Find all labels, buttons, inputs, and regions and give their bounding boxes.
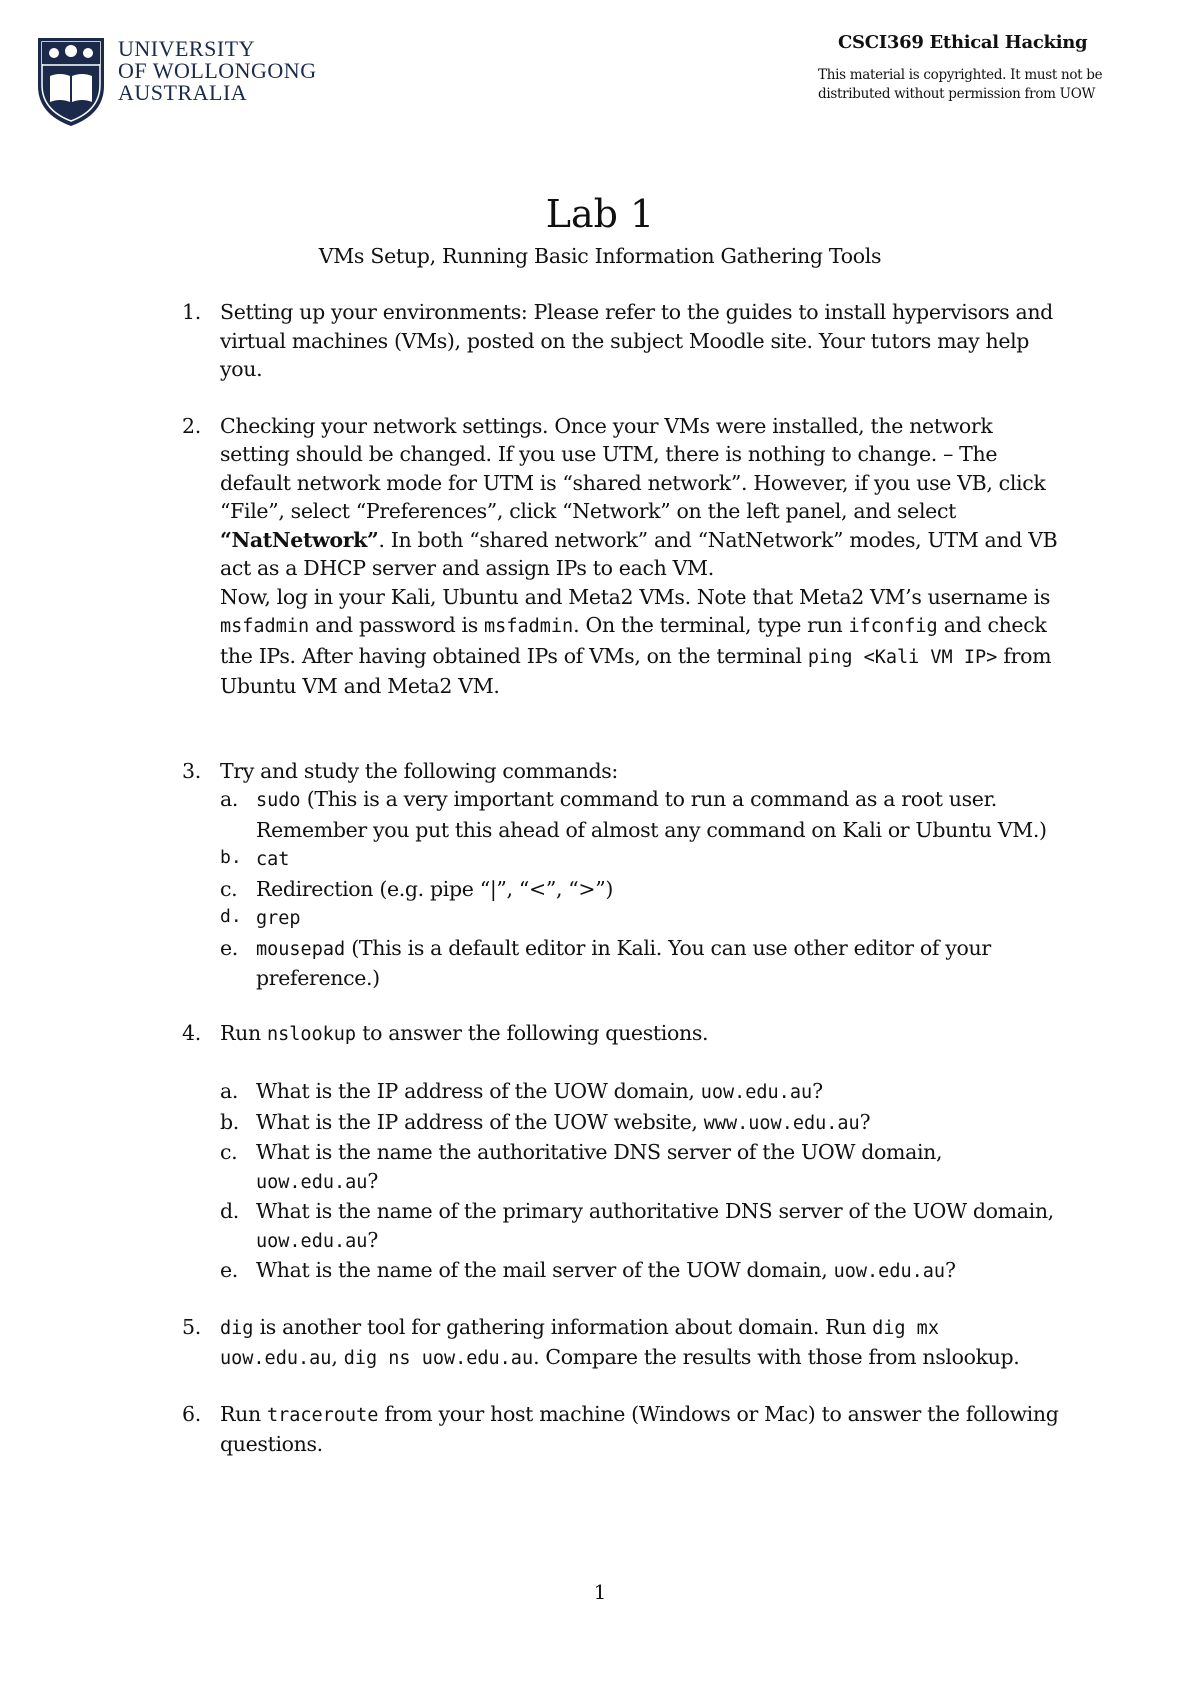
sub-letter: c.: [220, 1140, 238, 1164]
text-span: from your host machine (Windows or Mac) to answer the following questions.: [220, 1401, 1059, 1456]
code-ping: ping <Kali VM IP>: [807, 646, 998, 668]
university-line-2: OF WOLLONGONG: [118, 58, 317, 83]
item-number: 4.: [182, 1020, 201, 1045]
sub-item-4b: [182, 1108, 1062, 1139]
sub-text: [256, 785, 1062, 844]
sub-letter: e.: [220, 935, 238, 960]
code-sudo: sudo: [256, 790, 301, 811]
text-span: ?: [859, 1109, 871, 1134]
code-nslookup: nslookup: [266, 1023, 357, 1045]
sub-letter: d.: [220, 906, 242, 927]
sub-text: [256, 903, 1062, 934]
text-span: . On the terminal, type run: [573, 613, 849, 637]
sub-letter: d.: [220, 1199, 239, 1223]
page-subtitle: VMs Setup, Running Basic Information Gathering Tools: [318, 244, 882, 268]
sub-item-4d: [182, 1197, 1062, 1256]
sub-item-3b: [182, 844, 1062, 875]
item-body: [220, 1019, 1062, 1050]
item-number: 6.: [182, 1401, 201, 1426]
code-traceroute: traceroute: [266, 1404, 379, 1426]
text-span: and check the IPs. After having obtained IPs of VMs, on the terminal: [220, 613, 1047, 668]
item-body: [220, 1313, 1062, 1374]
copyright-line-1: This material is copyrighted. It must not be: [818, 67, 1103, 83]
sub-letter: e.: [220, 1258, 238, 1282]
list-item-4: [182, 1019, 1062, 1050]
code-dig-mx: dig mx uow.edu.au: [220, 1317, 939, 1369]
item-number: 2.: [182, 413, 201, 438]
code-password: msfadmin: [484, 616, 574, 637]
page-title: Lab 1: [545, 192, 655, 236]
code-dig: dig: [220, 1317, 254, 1339]
code-domain: uow.edu.au: [256, 1171, 368, 1193]
item-text: Setting up your environments: Please refer to the guides to install hypervisors and virtual machines (VMs), posted on the subject Moodle site. Your tutors may help you.: [220, 300, 1053, 381]
code-ifconfig: ifconfig: [848, 616, 938, 637]
text-span: Run: [220, 1020, 267, 1045]
sub-item-3c: [182, 875, 1062, 904]
sub-text: [256, 1077, 1062, 1108]
text-span: What is the name the authoritative DNS server of the UOW domain,: [256, 1140, 943, 1164]
list-item-3: [182, 757, 1062, 786]
lab-content: [182, 298, 1062, 1459]
text-span: . Compare the results with those from nslookup.: [533, 1345, 1020, 1369]
code-mousepad: mousepad: [256, 938, 346, 960]
text-span: is another tool for gathering information about domain. Run: [253, 1314, 873, 1339]
code-dig-ns: dig ns uow.edu.au: [343, 1348, 534, 1369]
bold-text: “NatNetwork”: [220, 527, 379, 552]
list-item-2: [182, 412, 1062, 701]
university-line-3: AUSTRALIA: [118, 80, 248, 105]
text-span: and password is: [309, 613, 485, 637]
sub-item-3d: [182, 903, 1062, 934]
sub-letter: a.: [220, 787, 239, 811]
list-item-5: [182, 1313, 1062, 1374]
university-name: [118, 38, 317, 104]
copyright-line-2: distributed without permission from UOW: [818, 86, 1096, 102]
code-domain: uow.edu.au: [700, 1082, 813, 1103]
sub-text: [256, 1256, 1062, 1287]
sub-text: [256, 934, 1062, 993]
text-span: Checking your network settings. Once your VMs were installed, the network setting should be changed. If you use UTM, there is nothing to change. – The default network mode for UTM is “shared network”. However, if you use VB, click “File”, select “Preferences”, click “Network” on the left panel, and select: [220, 413, 1046, 523]
university-logo: [34, 34, 317, 128]
university-crest-icon: [34, 34, 108, 128]
text-span: (This is a default editor in Kali. You can use other editor of your preference.): [256, 935, 991, 990]
item-body: [220, 1400, 1062, 1459]
text-span: to answer the following questions.: [356, 1020, 709, 1045]
text-span: . In both “shared network” and “NatNetwork” modes, UTM and VB act as a DHCP server and assign IPs to each VM.: [220, 527, 1058, 580]
sub-item-4e: [182, 1256, 1062, 1287]
item-number: 1.: [182, 300, 201, 324]
university-line-1: UNIVERSITY: [118, 36, 255, 61]
sub-item-3e: [182, 934, 1062, 993]
item-number: 5.: [182, 1314, 201, 1339]
sub-letter: c.: [220, 876, 238, 901]
item-text: Try and study the following commands:: [220, 758, 618, 783]
sub-letter: b.: [220, 1109, 239, 1134]
sub-letter: a.: [220, 1079, 239, 1103]
paragraph-login: [220, 583, 1062, 701]
text-span: ,: [331, 1345, 344, 1369]
sub-text: Redirection (e.g. pipe “|”, “<”, “>”): [256, 876, 614, 901]
code-cat: cat: [256, 849, 290, 870]
sub-text: [256, 1197, 1062, 1256]
text-span: What is the name of the mail server of the UOW domain,: [256, 1258, 834, 1282]
code-username: msfadmin: [220, 616, 310, 637]
text-span: ?: [812, 1079, 823, 1103]
sub-text: [256, 844, 1062, 875]
code-domain: www.uow.edu.au: [703, 1112, 860, 1134]
text-span: Run: [220, 1401, 267, 1426]
list-item-6: [182, 1400, 1062, 1459]
text-span: What is the IP address of the UOW website,: [256, 1109, 704, 1134]
code-grep: grep: [256, 908, 301, 929]
item-number: 3.: [182, 758, 201, 783]
sub-item-3a: [182, 785, 1062, 844]
sub-text: [256, 1108, 1062, 1139]
sub-item-4c: [182, 1138, 1062, 1197]
page-number: 1: [593, 1580, 607, 1604]
text-span: from Ubuntu VM and Meta2 VM.: [220, 643, 1052, 698]
text-span: ?: [367, 1227, 379, 1252]
course-title: CSCI369 Ethical Hacking: [838, 32, 1088, 53]
paragraph-network: [220, 412, 1062, 583]
code-domain: uow.edu.au: [256, 1230, 368, 1252]
sub-text: [256, 1138, 1062, 1197]
text-span: What is the name of the primary authoritative DNS server of the UOW domain,: [256, 1199, 1054, 1223]
text-span: (This is a very important command to run a command as a root user. Remember you put this ahead of almost any command on Kali or Ubuntu VM.): [256, 787, 1047, 842]
text-span: Now, log in your Kali, Ubuntu and Meta2 VMs. Note that Meta2 VM’s username is: [220, 584, 1051, 609]
sub-letter: b.: [220, 847, 242, 868]
copyright-notice: [818, 66, 1118, 104]
text-span: ?: [945, 1258, 956, 1282]
list-item-1: [182, 298, 1062, 384]
item-body: [220, 412, 1062, 701]
text-span: ?: [367, 1168, 379, 1193]
text-span: What is the IP address of the UOW domain,: [256, 1079, 701, 1103]
sub-item-4a: [182, 1077, 1062, 1108]
code-domain: uow.edu.au: [833, 1261, 946, 1282]
